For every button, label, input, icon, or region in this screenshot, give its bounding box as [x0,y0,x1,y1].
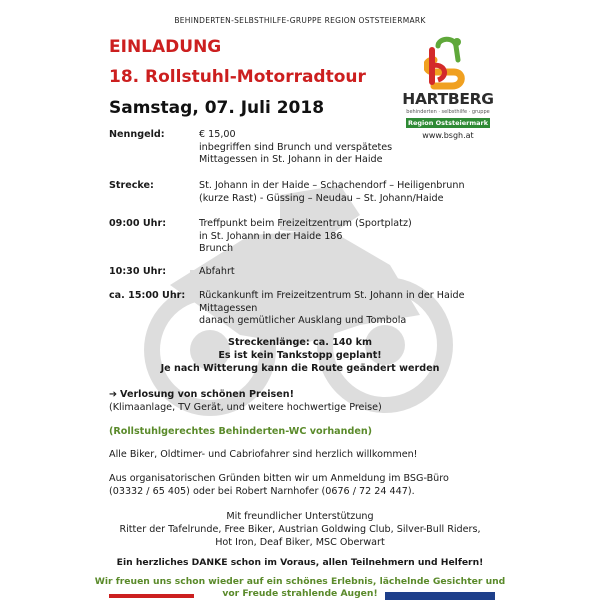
thanks-text: Ein herzliches DANKE schon im Voraus, allen Teilnehmern und Helfern! [116,557,484,568]
raffle-title [109,389,294,402]
detail-value [199,218,412,256]
detail-label: Strecke: [109,180,154,191]
detail-line: (kurze Rast) - Güssing – Neudau – St. Johann/Haide [199,192,444,204]
detail-line: Brunch [199,243,234,255]
detail-line: Treffpunkt beim Freizeitzentrum (Sportplatz) [199,218,412,229]
closing-line: vor Freude strahlende Augen! [222,588,378,599]
detail-label: 09:00 Uhr: [109,218,167,229]
detail-value [199,180,465,205]
raffle-title-text: Verlosung von schönen Preisen! [120,389,294,400]
supporter-line: Ritter der Tafelrunde, Free Biker, Austrian Goldwing Club, Silver-Bull Riders, [119,524,481,535]
raffle-details: (Klimaanlage, TV Gerät, und weitere hochwertige Preise) [109,402,382,413]
route-length: Streckenlänge: ca. 140 km [228,337,372,348]
registration-line: Aus organisatorischen Gründen bitten wir um Anmeldung im BSG-Büro [109,473,449,484]
footer-bar-right [385,592,495,600]
detail-line: Mittagessen [199,302,258,314]
detail-value [199,266,235,279]
detail-value [199,129,392,167]
detail-label: ca. 15:00 Uhr: [109,290,186,301]
event-title: 18. Rollstuhl-Motorradtour [109,67,366,87]
logo-subtitle: behinderten · selbsthilfe · gruppe [406,109,490,115]
no-fuel-stop: Es ist kein Tankstopp geplant! [218,350,382,361]
footer-bar-left [109,594,194,598]
detail-line: Abfahrt [199,266,235,277]
detail-line: inbegriffen sind Brunch und verspätetes [199,141,393,153]
detail-line: Rückankunft im Freizeitzentrum St. Johann in der Haide [199,290,465,301]
detail-line: danach gemütlicher Ausklang und Tombola [199,315,407,327]
closing-line: Wir freuen uns schon wieder auf ein schönes Erlebnis, lächelnde Gesichter und [94,576,506,587]
logo-name: HARTBERG [402,90,494,108]
arrow-right-icon: ➔ [109,389,118,400]
logo-region-band: Region Oststeiermark [407,119,489,127]
organization-header: BEHINDERTEN-SELBSTHILFE-GRUPPE REGION OSTSTEIERMARK [174,16,426,25]
detail-line: Mittagessen in St. Johann in der Haide [199,154,383,166]
registration-line: (03332 / 65 405) oder bei Robert Narnhofer (0676 / 72 24 447). [109,486,415,497]
detail-line: € 15,00 [199,129,236,140]
bsg-logo [402,36,494,154]
event-date: Samstag, 07. Juli 2018 [109,98,325,118]
bsg-logo-mark-icon [424,36,472,92]
welcome-text: Alle Biker, Oldtimer- und Cabriofahrer sind herzlich willkommen! [109,449,418,460]
invitation-title: EINLADUNG [109,37,222,57]
supporter-line: Hot Iron, Deaf Biker, MSC Oberwart [215,537,385,548]
detail-label: Nenngeld: [109,129,165,140]
support-intro: Mit freundlicher Unterstützung [226,511,374,522]
detail-value [199,290,464,328]
detail-line: St. Johann in der Haide – Schachendorf – Heiligenbrunn [199,180,465,191]
weather-note: Je nach Witterung kann die Route geändert werden [160,363,440,374]
logo-url[interactable]: www.bsgh.at [422,131,474,140]
detail-line: in St. Johann in der Haide 186 [199,230,343,242]
accessible-wc-note: (Rollstuhlgerechtes Behinderten-WC vorhanden) [109,426,373,437]
detail-label: 10:30 Uhr: [109,266,167,277]
